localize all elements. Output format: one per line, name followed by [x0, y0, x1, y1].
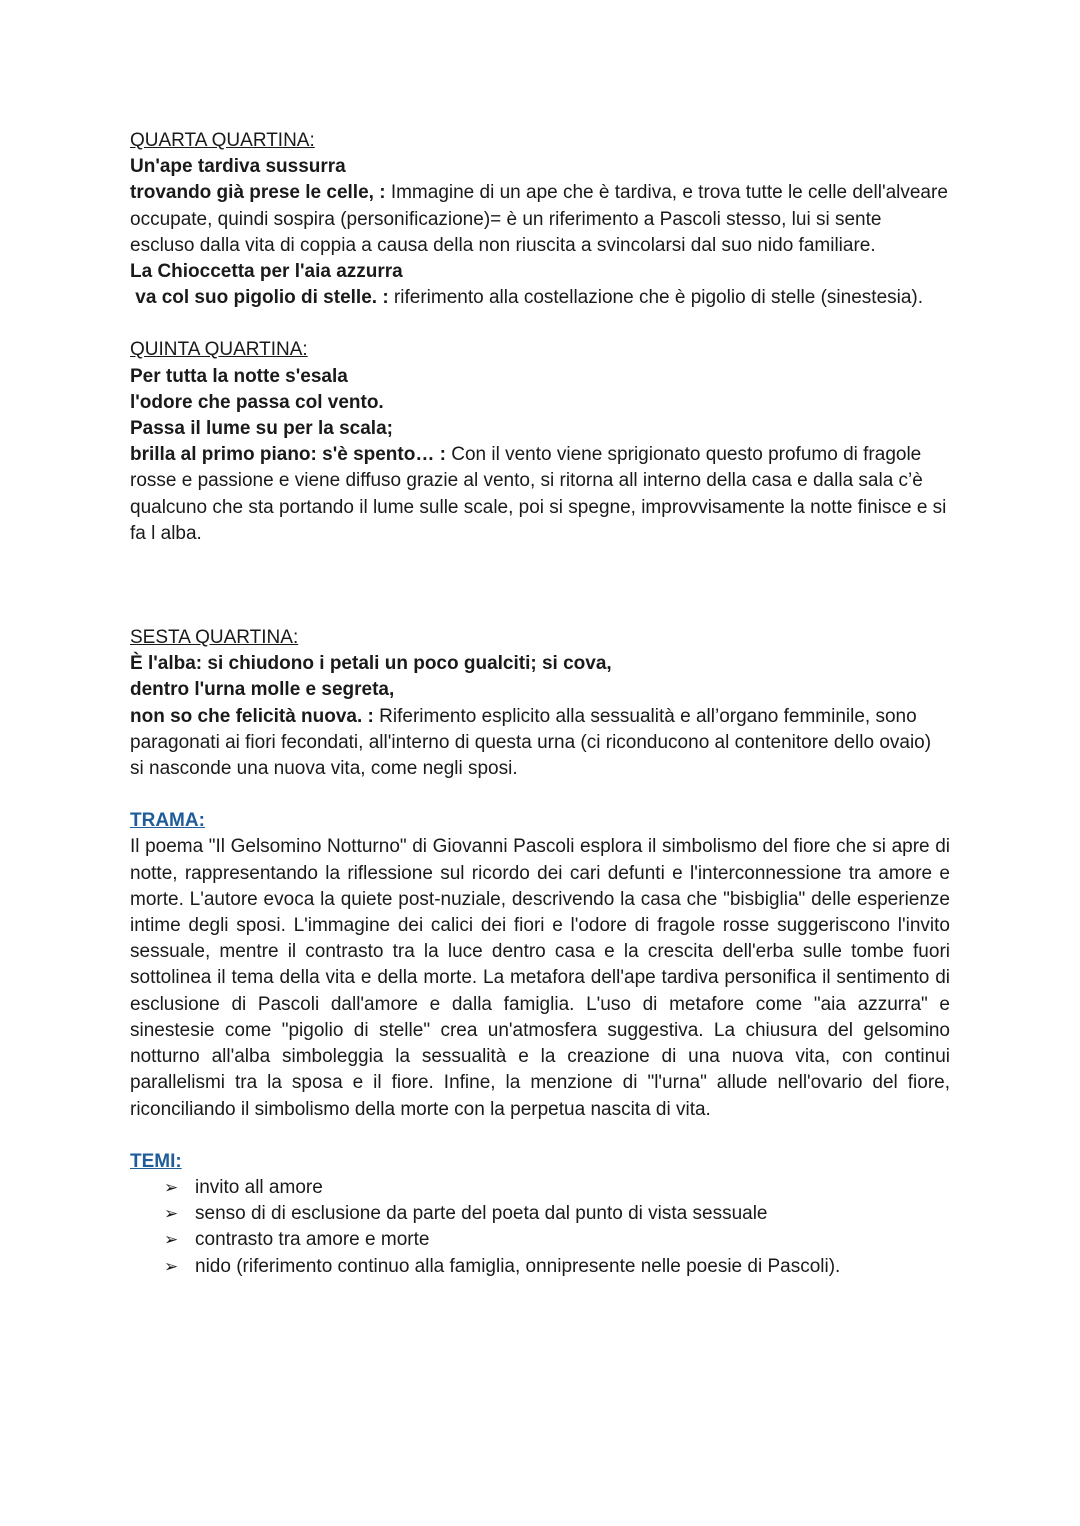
verse-comment: riferimento alla costellazione che è pigolio di stelle (sinestesia). — [388, 287, 924, 309]
verse-line: Passa il lume su per la scala; — [130, 418, 393, 440]
verse-with-comment — [130, 442, 950, 547]
verse-line: La Chioccetta per l'aia azzurra — [130, 261, 403, 283]
list-item: ➢ senso di di esclusione da parte del poeta dal punto di vista sessuale — [164, 1201, 950, 1227]
verse-line: dentro l'urna molle e segreta, — [130, 679, 395, 701]
arrow-bullet-icon: ➢ — [164, 1230, 179, 1250]
section-heading: QUINTA QUARTINA: — [130, 339, 308, 361]
verse-with-comment — [130, 285, 950, 311]
section-heading: SESTA QUARTINA: — [130, 627, 299, 649]
themes-list — [130, 1175, 950, 1280]
verse-line: trovando già prese le celle, : — [130, 182, 386, 204]
arrow-bullet-icon: ➢ — [164, 1177, 179, 1197]
temi-heading: TEMI: — [130, 1150, 182, 1172]
list-item: ➢ invito all amore — [164, 1175, 950, 1201]
verse-comment: Riferimento esplicito alla sessualità e all’organo femminile, sono paragonati ai fiori fecondati, all'interno di questa urna (ci riconducono al contenitore dello ovaio) si nasconde una nuova vita, come negli sposi. — [130, 705, 932, 780]
trama-heading: TRAMA: — [130, 810, 205, 832]
section-heading: QUARTA QUARTINA: — [130, 130, 315, 151]
list-item: ➢ contrasto tra amore e morte — [164, 1227, 950, 1253]
verse-comment: Immagine di un ape che è tardiva, e trova tutte le celle dell'alveare occupate, quindi sospira (personificazione)= è un riferimento a Pascoli stesso, lui si sente escluso dalla vita di coppia a causa della non riuscita a svincolarsi dal suo nido familiare. — [130, 182, 948, 256]
verse-line: È l'alba: si chiudono i petali un poco gualciti; si cova, — [130, 653, 612, 675]
list-item: ➢ nido (riferimento continuo alla famiglia, onnipresente nelle poesie di Pascoli). — [164, 1254, 950, 1280]
verse-line: l'odore che passa col vento. — [130, 391, 384, 413]
trama-paragraph: Il poema "Il Gelsomino Notturno" di Giovanni Pascoli esplora il simbolismo del fiore che si apre di notte, rappresentando la riflessione sul ricordo dei cari defunti e l'interconnessione tra amore e morte. L'autore evoca la quiete post-nuziale, descrivendo la casa che "bisbiglia" delle esperienze intime degli sposi. L'immagine dei calici dei fiori e l'odore di fragole rosse suggeriscono l'invito sessuale, mentre il contrasto tra la luce dentro casa e la crescita dell'erba sulle tombe fuori sottolinea il tema della vita e della morte. La metafora dell'ape tardiva personifica il sentimento di esclusione di Pascoli dall'amore e dalla famiglia. L'uso di metafore come "aia azzurra" e sinestesie come "pigolio di stelle" crea un'atmosfera suggestiva. La chiusura del gelsomino notturno all'alba simboleggia la sessualità e la creazione di una nuova vita, con continui parallelismi tra la sposa e il fiore. Infine, la menzione di "l'urna" allude nell'ovario del fiore, riconciliando il simbolismo della morte con la perpetua nascita di vita. — [130, 836, 950, 1120]
verse-with-comment — [130, 180, 950, 259]
verse-line: Per tutta la notte s'esala — [130, 365, 348, 387]
section-sesta-quartina — [130, 625, 950, 782]
arrow-bullet-icon: ➢ — [164, 1204, 179, 1224]
arrow-bullet-icon: ➢ — [164, 1256, 179, 1276]
section-trama — [130, 808, 950, 1122]
verse-comment: Con il vento viene sprigionato questo profumo di fragole rosse e passione e viene diffuso grazie al vento, si ritorna all interno della casa e dalla sala c’è qualcuno che sta portando il lume sulle scale, poi si spegne, improvvisamente la notte finisce e si fa l alba. — [130, 444, 947, 544]
verse-line: non so che felicità nuova. : — [130, 705, 374, 727]
section-quinta-quartina — [130, 337, 950, 547]
verse-line: va col suo pigolio di stelle. : — [130, 287, 389, 309]
section-quarta-quartina — [130, 128, 950, 311]
verse-with-comment — [130, 704, 950, 783]
verse-line: brilla al primo piano: s'è spento… : — [130, 444, 446, 466]
section-temi — [130, 1149, 950, 1280]
verse-line: Un'ape tardiva sussurra — [130, 156, 346, 178]
document-page — [130, 128, 950, 1280]
